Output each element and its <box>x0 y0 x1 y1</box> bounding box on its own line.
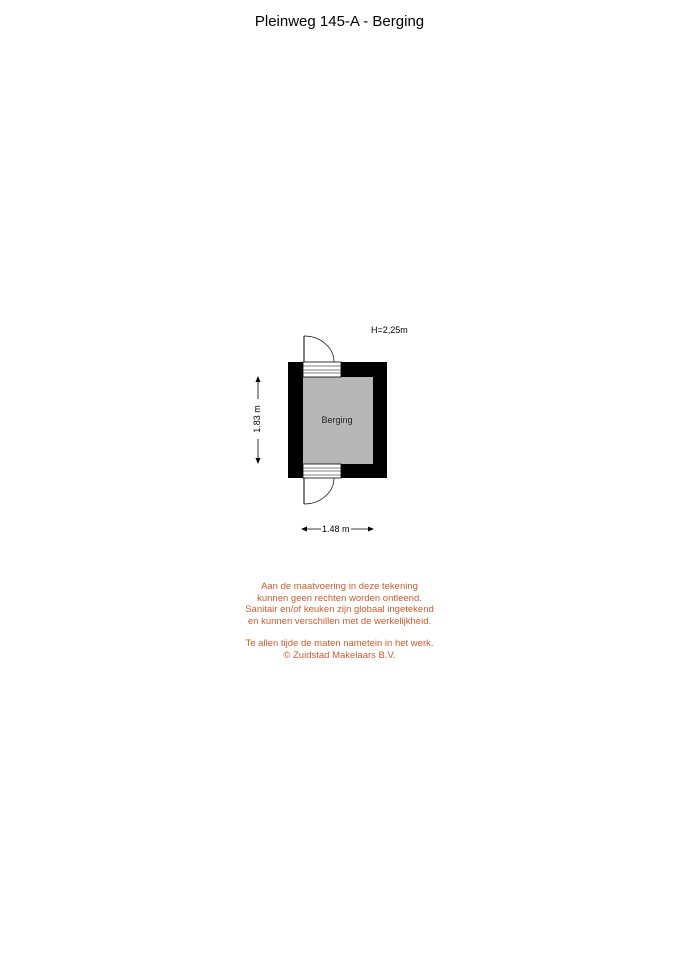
disclaimer-line: en kunnen verschillen met de werkelijkheid. <box>247 615 432 627</box>
copyright-line: © Zuidstad Makelaars B.V. <box>283 649 396 661</box>
disclaimer-line: kunnen geen rechten worden ontleend. <box>257 592 422 604</box>
disclaimer <box>0 581 679 661</box>
disclaimer-line: Te allen tijde de maten nametein in het werk. <box>245 638 434 649</box>
disclaimer-line: Sanitair en/of keuken zijn globaal ingetekend <box>245 604 434 615</box>
door-bottom <box>303 464 341 504</box>
page-title: Pleinweg 145-A - Berging <box>254 13 425 30</box>
room-label: Berging <box>321 415 353 425</box>
disclaimer-gap <box>0 627 679 638</box>
door-top <box>303 336 341 377</box>
wall-right <box>373 362 387 478</box>
wall-bottom-right <box>341 464 387 478</box>
dimension-height-label: 1.83 m <box>252 399 262 439</box>
dimension-width-label: 1.48 m <box>322 524 350 534</box>
ceiling-height-label: H=2,25m <box>371 325 408 335</box>
disclaimer-line: Aan de maatvoering in deze tekening <box>261 581 418 592</box>
